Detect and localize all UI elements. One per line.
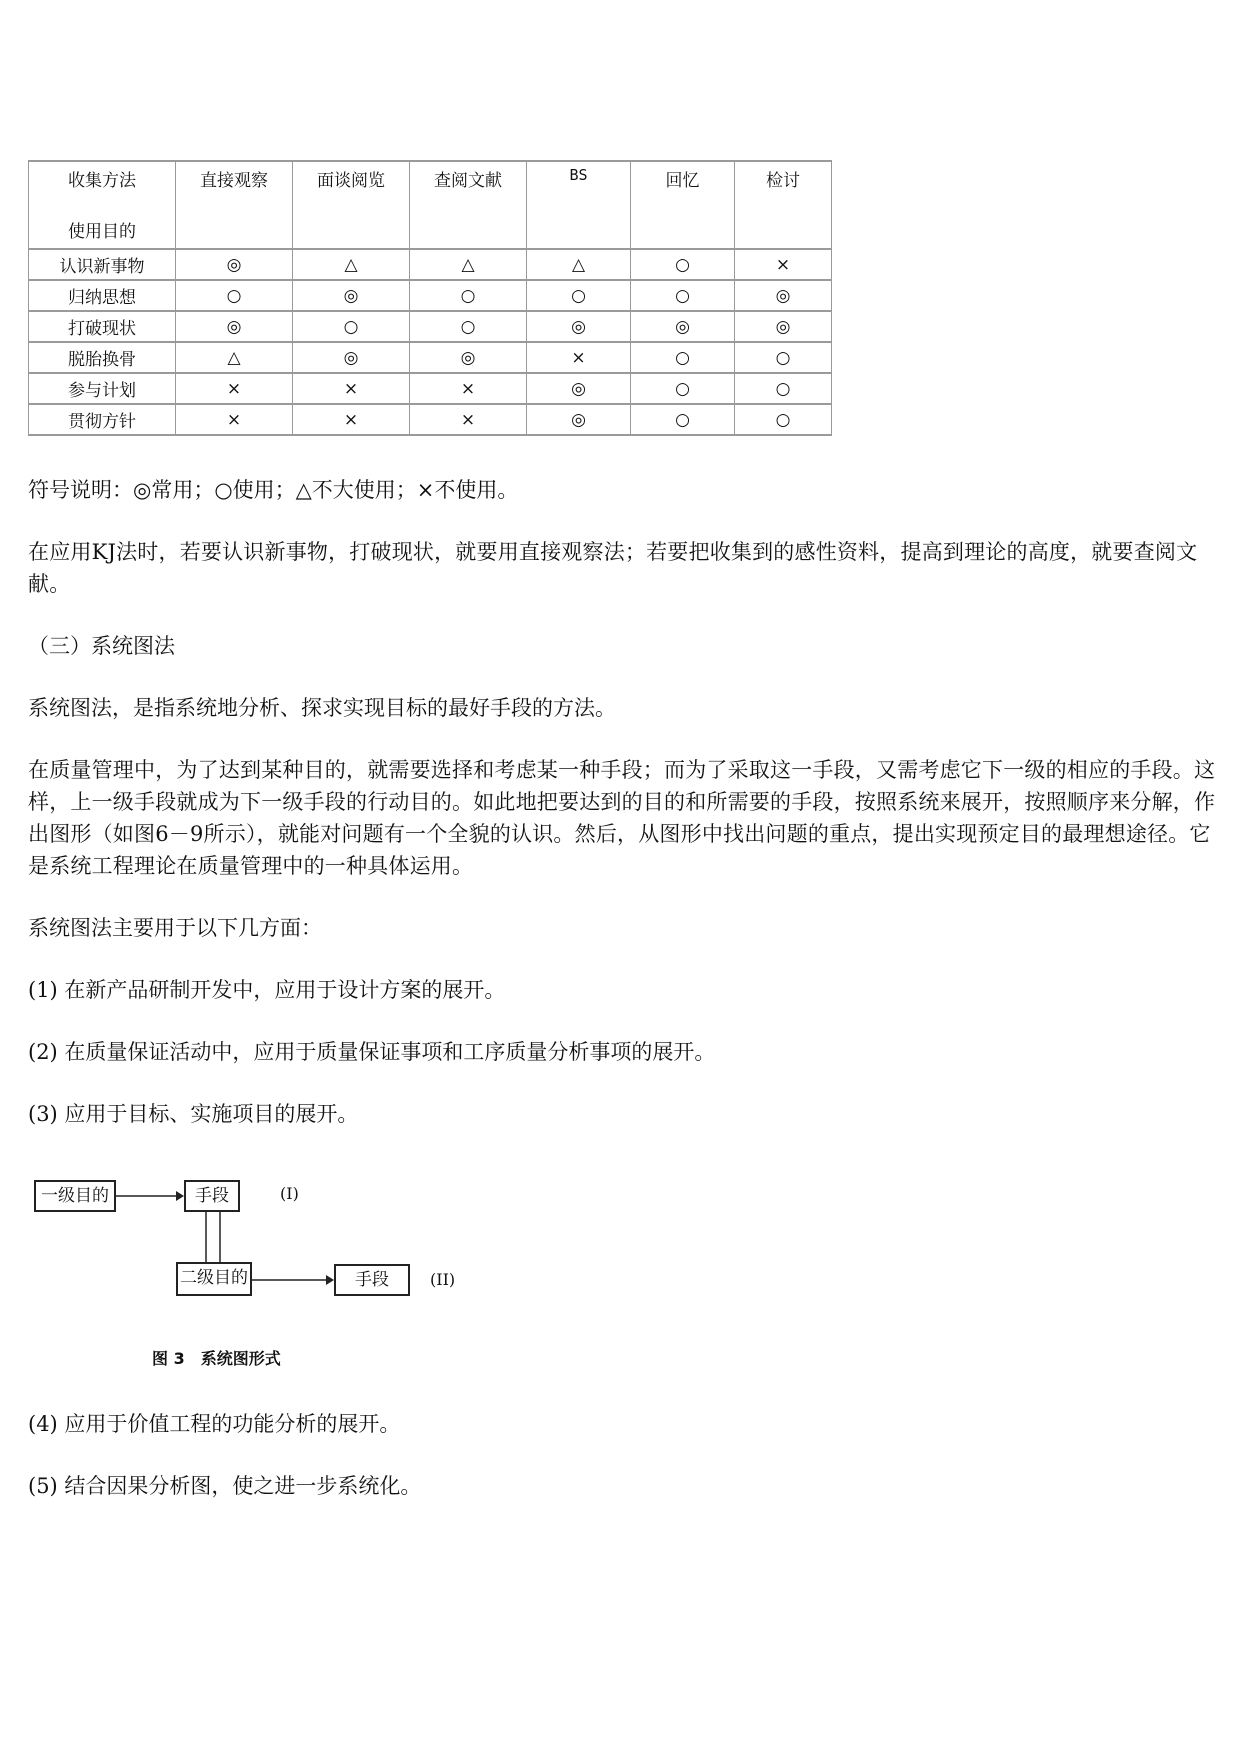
table-cell: ◎ — [527, 311, 631, 342]
column-header: 面谈阅览 — [293, 161, 410, 249]
level1-means-box: 手段 — [184, 1180, 240, 1212]
table-cell: × — [293, 404, 410, 435]
table-cell: ◎ — [176, 249, 293, 280]
table-row — [29, 311, 832, 342]
table-corner-cell — [29, 161, 176, 249]
table-cell: ◎ — [293, 280, 410, 311]
table-cell: ○ — [631, 373, 735, 404]
table-cell: ○ — [176, 280, 293, 311]
table-cell: ◎ — [176, 311, 293, 342]
corner-method-label: 收集方法 — [68, 171, 136, 191]
table-cell: ○ — [735, 342, 832, 373]
table-cell: ◎ — [527, 404, 631, 435]
table-row — [29, 249, 832, 280]
table-cell: ◎ — [527, 373, 631, 404]
corner-purpose-label: 使用目的 — [68, 222, 136, 242]
table-cell: △ — [410, 249, 527, 280]
table-cell: ◎ — [735, 311, 832, 342]
column-header: 直接观察 — [176, 161, 293, 249]
table-cell: ◎ — [293, 342, 410, 373]
table-cell: × — [293, 373, 410, 404]
row-label: 打破现状 — [29, 311, 176, 342]
table-cell: ○ — [527, 280, 631, 311]
table-cell: ○ — [631, 280, 735, 311]
table-cell: △ — [176, 342, 293, 373]
table-cell: △ — [527, 249, 631, 280]
row-label: 认识新事物 — [29, 249, 176, 280]
table-cell: ○ — [735, 404, 832, 435]
kj-method-paragraph: 在应用KJ法时，若要认识新事物，打破现状，就要用直接观察法；若要把收集到的感性资料，提高到理论的高度，就要查阅文献。 — [28, 540, 1198, 596]
table-cell: ○ — [410, 280, 527, 311]
row-label: 脱胎换骨 — [29, 342, 176, 373]
usage-table — [28, 160, 832, 436]
table-cell: × — [410, 404, 527, 435]
list-item: (3) 应用于目标、实施项目的展开。 — [28, 1102, 359, 1126]
table-cell: ○ — [631, 342, 735, 373]
level2-goal-box: 二级目的 — [176, 1262, 252, 1296]
table-cell: ◎ — [735, 280, 832, 311]
table-row — [29, 373, 832, 404]
column-header: 查阅文献 — [410, 161, 527, 249]
table-cell: ◎ — [631, 311, 735, 342]
table-cell: × — [527, 342, 631, 373]
table-row — [29, 404, 832, 435]
section-heading: （三）系统图法 — [28, 634, 175, 658]
table-cell: × — [410, 373, 527, 404]
symbol-legend: 符号说明：◎常用；○使用；△不大使用；×不使用。 — [28, 478, 519, 502]
list-item: (5) 结合因果分析图，使之进一步系统化。 — [28, 1474, 422, 1498]
figure-caption: 图 3 系统图形式 — [152, 1349, 281, 1368]
row-label: 参与计划 — [29, 373, 176, 404]
level1-mark: (I) — [280, 1184, 299, 1203]
table-cell: ○ — [631, 249, 735, 280]
level1-goal-box: 一级目的 — [34, 1180, 116, 1212]
table-cell: × — [176, 373, 293, 404]
definition-paragraph: 系统图法，是指系统地分析、探求实现目标的最好手段的方法。 — [28, 696, 616, 720]
table-cell: × — [176, 404, 293, 435]
table-cell: × — [735, 249, 832, 280]
table-row — [29, 342, 832, 373]
system-diagram — [28, 1170, 488, 1370]
list-item: (2) 在质量保证活动中，应用于质量保证事项和工序质量分析事项的展开。 — [28, 1040, 716, 1064]
table-row — [29, 280, 832, 311]
row-label: 贯彻方针 — [29, 404, 176, 435]
list-item: (4) 应用于价值工程的功能分析的展开。 — [28, 1412, 401, 1436]
table-cell: △ — [293, 249, 410, 280]
row-label: 归纳思想 — [29, 280, 176, 311]
table-cell: ○ — [735, 373, 832, 404]
column-header: 回忆 — [631, 161, 735, 249]
table-header-row — [29, 161, 832, 249]
table-cell: ○ — [410, 311, 527, 342]
arrow-head-1 — [176, 1191, 184, 1201]
list-item: (1) 在新产品研制开发中，应用于设计方案的展开。 — [28, 978, 506, 1002]
table-cell: ○ — [293, 311, 410, 342]
explanation-paragraph: 在质量管理中，为了达到某种目的，就需要选择和考虑某一种手段；而为了采取这一手段，又需考虑它下一级的相应的手段。这样，上一级手段就成为下一级手段的行动目的。如此地把要达到的目的和所需要的手段，按照系统来展开，按照顺序来分解，作出图形（如图6－9所示），就能对问题有一个全貌的认识。然后，从图形中找出问题的重点，提出实现预定目的最理想途径。它是系统工程理论在质量管理中的一种具体运用。 — [28, 758, 1216, 878]
column-header: 检讨 — [735, 161, 832, 249]
arrow-head-2 — [326, 1275, 334, 1285]
column-header: BS — [527, 161, 631, 249]
table-cell: ◎ — [410, 342, 527, 373]
usage-intro: 系统图法主要用于以下几方面： — [28, 916, 322, 940]
table-cell: ○ — [631, 404, 735, 435]
level2-means-box: 手段 — [334, 1264, 410, 1296]
level2-mark: (II) — [430, 1270, 456, 1289]
